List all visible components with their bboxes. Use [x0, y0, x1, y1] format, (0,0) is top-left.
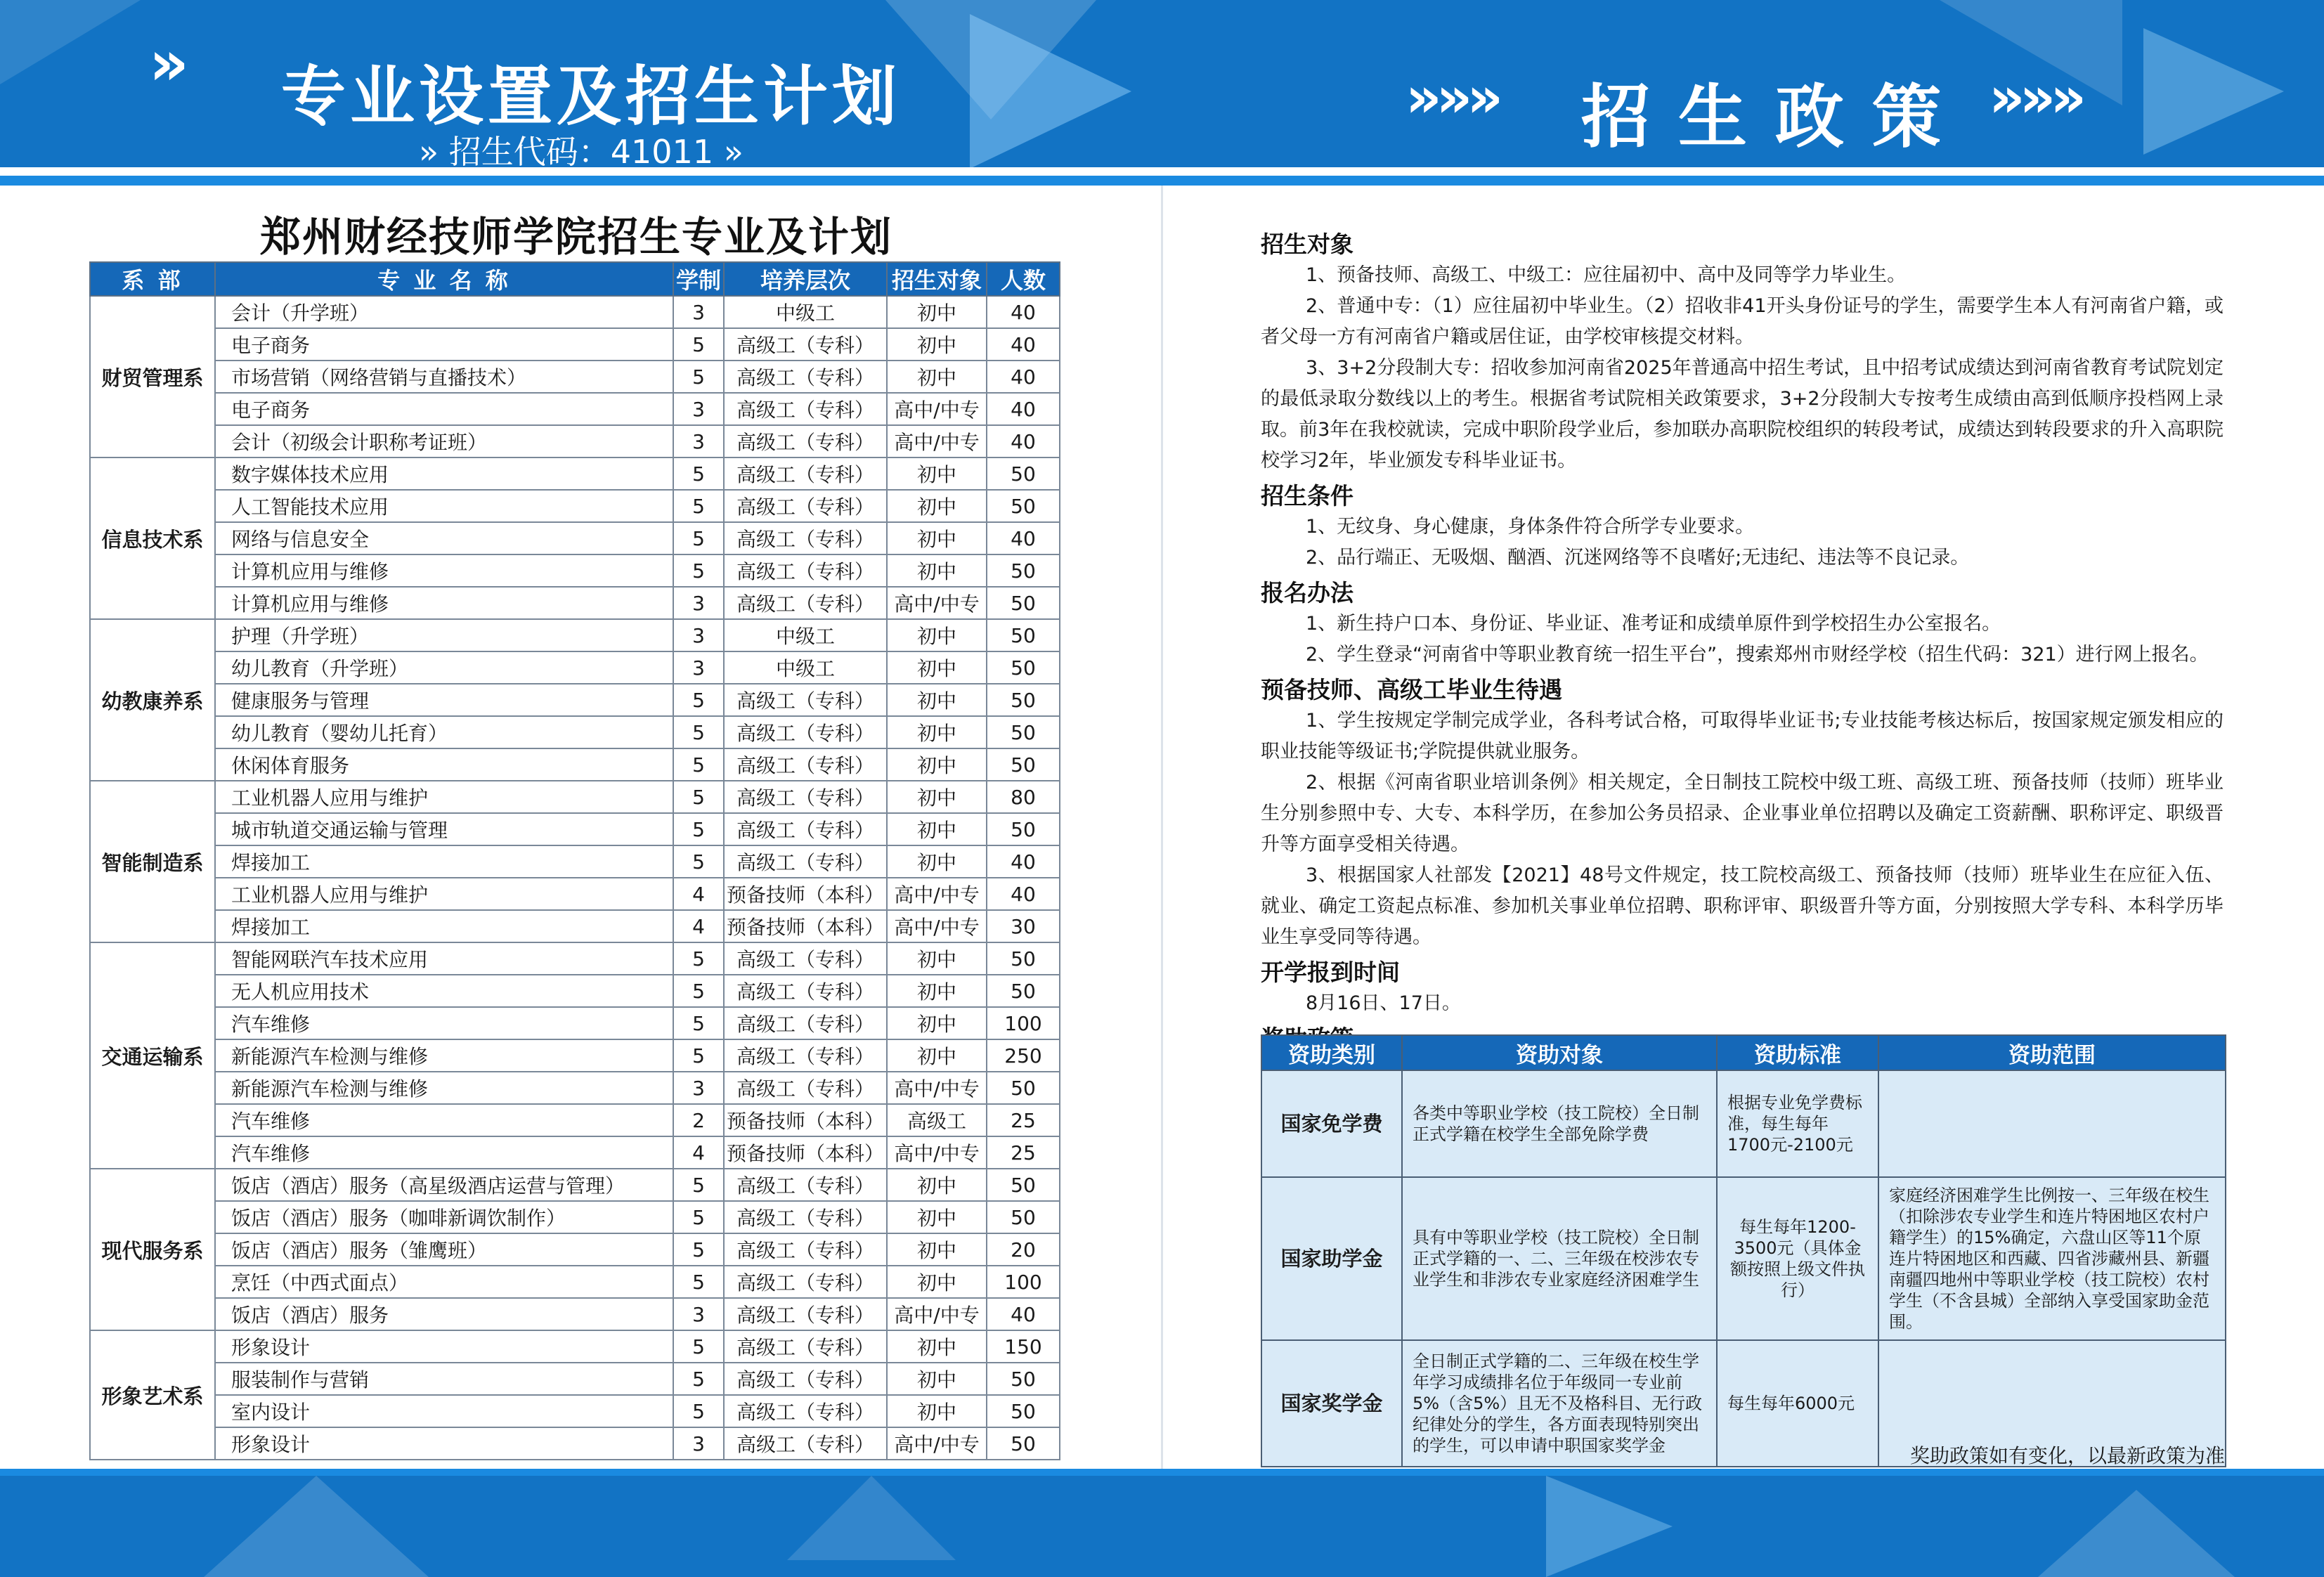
- section-paragraph: 3、根据国家人社部发【2021】48号文件规定，技工院校高级工、预备技师（技师）班毕业生在应征入伍、就业、确定工资起点标准、参加机关事业单位招聘、职称评审、职级晋升等方面，分别按照大学专科、本科学历毕业生享受同等待遇。: [1261, 864, 2224, 948]
- quota: 40: [987, 328, 1060, 361]
- target-students: 高中/中专: [887, 425, 987, 457]
- banner-divider: [0, 176, 2324, 186]
- section-paragraph: 2、品行端正、无吸烟、酗酒、沉迷网络等不良嗜好;无违纪、违法等不良记录。: [1306, 547, 1970, 569]
- table-row: [90, 1233, 1060, 1266]
- duration: 5: [673, 1395, 724, 1427]
- quota: 80: [987, 781, 1060, 813]
- target-students: 高级工: [887, 1104, 987, 1136]
- duration: 3: [673, 296, 724, 328]
- section-paragraph: 3、3+2分段制大专：招收参加河南省2025年普通高中招生考试，且中招考试成绩达到河南省教育考试院划定的最低录取分数线以上的考生。根据省考试院相关政策要求，3+2分段制大专按考生成绩由高到低顺序投档网上录取。前3年在我校就读，完成中职阶段学业后，参加联办高职院校组织的转段考试，成绩达到转段要求的升入高职院校学习2年，毕业颁发专科毕业证书。: [1261, 357, 2224, 472]
- department-cell: 智能制造系: [90, 781, 215, 942]
- bottom-banner: [0, 1476, 2324, 1577]
- table-row: [90, 393, 1060, 425]
- major-name: 汽车维修: [215, 1007, 673, 1039]
- duration: 5: [673, 457, 724, 490]
- section-title: 招生对象: [1261, 231, 1353, 258]
- major-name: 饭店（酒店）服务: [215, 1298, 673, 1330]
- major-name: 烹饪（中西式面点）: [215, 1266, 673, 1298]
- duration: 5: [673, 490, 724, 522]
- table-row: [90, 1266, 1060, 1298]
- training-level: 高级工（专科）: [724, 1266, 887, 1298]
- table-row: [90, 1007, 1060, 1039]
- training-level: 高级工（专科）: [724, 1072, 887, 1104]
- banner-decor-triangle: [0, 0, 141, 84]
- training-level: 高级工（专科）: [724, 748, 887, 781]
- quota: 50: [987, 813, 1060, 845]
- duration: 4: [673, 910, 724, 942]
- duration: 5: [673, 1330, 724, 1363]
- header-cell: 人数: [987, 262, 1060, 296]
- target-students: 高中/中专: [887, 1427, 987, 1460]
- target-students: 初中: [887, 748, 987, 781]
- target-students: 高中/中专: [887, 1136, 987, 1169]
- target-students: 高中/中专: [887, 393, 987, 425]
- department-cell: 财贸管理系: [90, 296, 215, 457]
- quota: 50: [987, 684, 1060, 716]
- aid-standard: 每生每年1200-3500元（具体金额按照上级文件执行）: [1717, 1177, 1878, 1340]
- major-name: 新能源汽车检测与维修: [215, 1072, 673, 1104]
- table-row: [90, 716, 1060, 748]
- table-row: [90, 1039, 1060, 1072]
- duration: 5: [673, 1266, 724, 1298]
- quota: 50: [987, 651, 1060, 684]
- banner-decor-triangle: [1546, 1476, 1673, 1577]
- target-students: 初中: [887, 651, 987, 684]
- training-level: 预备技师（本科）: [724, 1104, 887, 1136]
- target-students: 初中: [887, 975, 987, 1007]
- duration: 5: [673, 1201, 724, 1233]
- training-level: 中级工: [724, 651, 887, 684]
- banner-decor-triangle: [2038, 1490, 2235, 1577]
- table-row: [90, 684, 1060, 716]
- target-students: 初中: [887, 845, 987, 878]
- quota: 25: [987, 1104, 1060, 1136]
- target-students: 初中: [887, 716, 987, 748]
- table-row: [90, 1427, 1060, 1460]
- training-level: 高级工（专科）: [724, 975, 887, 1007]
- table-row: [90, 975, 1060, 1007]
- training-level: 高级工（专科）: [724, 1007, 887, 1039]
- target-students: 高中/中专: [887, 587, 987, 619]
- target-students: 初中: [887, 522, 987, 554]
- major-name: 计算机应用与维修: [215, 587, 673, 619]
- target-students: 初中: [887, 296, 987, 328]
- section-title: 开学报到时间: [1261, 959, 1400, 986]
- training-level: 高级工（专科）: [724, 942, 887, 975]
- chevron-icon: »: [149, 27, 183, 99]
- target-students: 初中: [887, 619, 987, 651]
- table-row: [90, 328, 1060, 361]
- major-name: 人工智能技术应用: [215, 490, 673, 522]
- major-name: 汽车维修: [215, 1104, 673, 1136]
- major-name: 电子商务: [215, 328, 673, 361]
- quota: 50: [987, 457, 1060, 490]
- policy-column: [1261, 225, 2224, 1054]
- table-row: [90, 845, 1060, 878]
- quota: 50: [987, 1427, 1060, 1460]
- table-row: [90, 587, 1060, 619]
- table-row: [90, 425, 1060, 457]
- duration: 5: [673, 1233, 724, 1266]
- training-level: 高级工（专科）: [724, 684, 887, 716]
- duration: 5: [673, 942, 724, 975]
- quota: 50: [987, 1169, 1060, 1201]
- target-students: 高中/中专: [887, 878, 987, 910]
- major-name: 形象设计: [215, 1427, 673, 1460]
- major-name: 智能网联汽车技术应用: [215, 942, 673, 975]
- section-paragraph: 1、预备技师、高级工、中级工：应往届初中、高中及同等学力毕业生。: [1306, 264, 1907, 286]
- major-name: 网络与信息安全: [215, 522, 673, 554]
- table-row: [90, 457, 1060, 490]
- quota: 150: [987, 1330, 1060, 1363]
- table-row: [90, 1363, 1060, 1395]
- major-name: 饭店（酒店）服务（咖啡新调饮制作）: [215, 1201, 673, 1233]
- quota: 40: [987, 425, 1060, 457]
- major-name: 饭店（酒店）服务（高星级酒店运营与管理）: [215, 1169, 673, 1201]
- table-row: [90, 813, 1060, 845]
- training-level: 高级工（专科）: [724, 1169, 887, 1201]
- aid-target: 具有中等职业学校（技工院校）全日制正式学籍的一、二、三年级在校涉农专业学生和非涉农专业家庭经济困难学生: [1402, 1177, 1717, 1340]
- header-cell: 学制: [673, 262, 724, 296]
- table-header-row: [1261, 1035, 2226, 1070]
- major-name: 计算机应用与维修: [215, 554, 673, 587]
- table-row: [90, 296, 1060, 328]
- major-name: 护理（升学班）: [215, 619, 673, 651]
- duration: 4: [673, 878, 724, 910]
- training-level: 高级工（专科）: [724, 1395, 887, 1427]
- duration: 5: [673, 813, 724, 845]
- right-page-title: 招生政策: [1581, 77, 1970, 157]
- major-name: 服装制作与营销: [215, 1363, 673, 1395]
- table-row: [90, 651, 1060, 684]
- target-students: 初中: [887, 1266, 987, 1298]
- quota: 50: [987, 1072, 1060, 1104]
- training-level: 高级工（专科）: [724, 1201, 887, 1233]
- training-level: 预备技师（本科）: [724, 910, 887, 942]
- training-level: 高级工（专科）: [724, 1298, 887, 1330]
- duration: 3: [673, 1298, 724, 1330]
- duration: 5: [673, 1039, 724, 1072]
- duration: 5: [673, 522, 724, 554]
- target-students: 初中: [887, 1007, 987, 1039]
- target-students: 初中: [887, 361, 987, 393]
- target-students: 初中: [887, 457, 987, 490]
- training-level: 中级工: [724, 296, 887, 328]
- target-students: 高中/中专: [887, 1298, 987, 1330]
- table-row: [90, 1298, 1060, 1330]
- table-header-row: [90, 262, 1060, 296]
- training-level: 预备技师（本科）: [724, 1136, 887, 1169]
- quota: 40: [987, 845, 1060, 878]
- training-level: 高级工（专科）: [724, 716, 887, 748]
- duration: 3: [673, 425, 724, 457]
- aid-policy-note: 奖助政策如有变化，以最新政策为准: [1909, 1444, 2225, 1467]
- duration: 5: [673, 1169, 724, 1201]
- major-name: 工业机器人应用与维护: [215, 781, 673, 813]
- table-row: [90, 619, 1060, 651]
- section-paragraph: 2、学生登录“河南省中等职业教育统一招生平台”，搜索郑州市财经学校（招生代码：321）进行网上报名。: [1306, 644, 2209, 666]
- quota: 50: [987, 1201, 1060, 1233]
- target-students: 初中: [887, 1395, 987, 1427]
- section-title: 报名办法: [1261, 579, 1353, 606]
- training-level: 中级工: [724, 619, 887, 651]
- target-students: 初中: [887, 490, 987, 522]
- quota: 25: [987, 1136, 1060, 1169]
- quota: 100: [987, 1266, 1060, 1298]
- duration: 3: [673, 1072, 724, 1104]
- major-name: 幼儿教育（升学班）: [215, 651, 673, 684]
- duration: 2: [673, 1104, 724, 1136]
- quota: 40: [987, 878, 1060, 910]
- target-students: 初中: [887, 1169, 987, 1201]
- table-row: [1261, 1070, 2226, 1177]
- quota: 50: [987, 748, 1060, 781]
- target-students: 初中: [887, 328, 987, 361]
- table-row: [90, 1104, 1060, 1136]
- aid-standard: 每生每年6000元: [1717, 1340, 1878, 1467]
- duration: 5: [673, 361, 724, 393]
- department-cell: 幼教康养系: [90, 619, 215, 781]
- aid-type: 国家免学费: [1261, 1070, 1402, 1177]
- target-students: 高中/中专: [887, 910, 987, 942]
- left-page-title: 专业设置及招生计划: [281, 59, 902, 134]
- major-name: 市场营销（网络营销与直播技术）: [215, 361, 673, 393]
- header-cell: 资助标准: [1717, 1035, 1878, 1070]
- quota: 50: [987, 587, 1060, 619]
- section-title: 招生条件: [1261, 482, 1353, 510]
- major-name: 新能源汽车检测与维修: [215, 1039, 673, 1072]
- major-name: 城市轨道交通运输与管理: [215, 813, 673, 845]
- training-level: 高级工（专科）: [724, 361, 887, 393]
- training-level: 高级工（专科）: [724, 393, 887, 425]
- header-cell: 招生对象: [887, 262, 987, 296]
- major-name: 工业机器人应用与维护: [215, 878, 673, 910]
- section-paragraph: 1、无纹身、身心健康，身体条件符合所学专业要求。: [1306, 516, 1755, 538]
- quota: 50: [987, 554, 1060, 587]
- duration: 3: [673, 619, 724, 651]
- header-cell: 资助类别: [1261, 1035, 1402, 1070]
- chevron-icon: »»»: [1406, 65, 1498, 130]
- major-name: 休闲体育服务: [215, 748, 673, 781]
- training-level: 高级工（专科）: [724, 425, 887, 457]
- quota: 50: [987, 1395, 1060, 1427]
- quota: 50: [987, 1363, 1060, 1395]
- header-cell: 专 业 名 称: [215, 262, 673, 296]
- duration: 5: [673, 554, 724, 587]
- department-cell: 信息技术系: [90, 457, 215, 619]
- plan-table-title: 郑州财经技师学院招生专业及计划: [259, 213, 892, 261]
- section-paragraph: 1、学生按规定学制完成学业，各科考试合格，可取得毕业证书;专业技能考核达标后，按国家规定颁发相应的职业技能等级证书;学院提供就业服务。: [1261, 710, 2224, 762]
- major-name: 饭店（酒店）服务（雏鹰班）: [215, 1233, 673, 1266]
- training-level: 高级工（专科）: [724, 1427, 887, 1460]
- major-name: 汽车维修: [215, 1136, 673, 1169]
- duration: 5: [673, 781, 724, 813]
- training-level: 高级工（专科）: [724, 457, 887, 490]
- quota: 40: [987, 361, 1060, 393]
- aid-scope: [1878, 1070, 2226, 1177]
- duration: 3: [673, 651, 724, 684]
- aid-standard: 根据专业免学费标准，每生每年1700元-2100元: [1717, 1070, 1878, 1177]
- banner-decor-triangle: [970, 14, 1131, 167]
- table-row: [90, 361, 1060, 393]
- plan-table-body: [90, 296, 1060, 1460]
- department-cell: 交通运输系: [90, 942, 215, 1169]
- training-level: 高级工（专科）: [724, 1330, 887, 1363]
- chevron-icon: »»»: [1989, 65, 2082, 130]
- duration: 4: [673, 1136, 724, 1169]
- table-row: [90, 1201, 1060, 1233]
- table-row: [90, 781, 1060, 813]
- financial-aid-table: [1261, 1034, 2226, 1467]
- target-students: 初中: [887, 1233, 987, 1266]
- aid-scope: 家庭经济困难学生比例按一、三年级在校生（扣除涉农专业学生和连片特困地区农村户籍学生）的15%确定，六盘山区等11个原连片特困地区和西藏、四省涉藏州县、新疆南疆四地州中等职业学校（技工院校）农村学生（不含县城）全部纳入享受国家助金范围。: [1878, 1177, 2226, 1340]
- duration: 5: [673, 748, 724, 781]
- table-row: [90, 554, 1060, 587]
- quota: 40: [987, 1298, 1060, 1330]
- aid-target: 全日制正式学籍的二、三年级在校生学年学习成绩排名位于年级同一专业前5%（含5%）且无不及格科目、无行政纪律处分的学生，各方面表现特别突出的学生，可以申请中职国家奖学金: [1402, 1340, 1717, 1467]
- target-students: 初中: [887, 684, 987, 716]
- section-title: 预备技师、高级工毕业生待遇: [1261, 676, 1562, 703]
- quota: 30: [987, 910, 1060, 942]
- major-name: 电子商务: [215, 393, 673, 425]
- section-paragraph: 2、根据《河南省职业培训条例》相关规定，全日制技工院校中级工班、高级工班、预备技师（技师）班毕业生分别参照中专、大专、本科学历，在参加公务员招录、企业事业单位招聘以及确定工资薪酬、职称评定、职级晋升等方面享受相关待遇。: [1261, 772, 2224, 855]
- training-level: 高级工（专科）: [724, 490, 887, 522]
- table-row: [90, 878, 1060, 910]
- target-students: 初中: [887, 1363, 987, 1395]
- duration: 3: [673, 1427, 724, 1460]
- header-cell: 资助范围: [1878, 1035, 2226, 1070]
- quota: 50: [987, 490, 1060, 522]
- banner-decor-triangle: [787, 1476, 956, 1560]
- aid-type: 国家助学金: [1261, 1177, 1402, 1340]
- target-students: 初中: [887, 1201, 987, 1233]
- major-name: 会计（升学班）: [215, 296, 673, 328]
- quota: 50: [987, 942, 1060, 975]
- duration: 3: [673, 587, 724, 619]
- header-cell: 系 部: [90, 262, 215, 296]
- table-row: [90, 748, 1060, 781]
- department-cell: 现代服务系: [90, 1169, 215, 1330]
- training-level: 高级工（专科）: [724, 587, 887, 619]
- banner-decor-triangle: [204, 1476, 429, 1577]
- section-paragraph: 8月16日、17日。: [1306, 992, 1461, 1014]
- major-name: 健康服务与管理: [215, 684, 673, 716]
- target-students: 初中: [887, 554, 987, 587]
- quota: 20: [987, 1233, 1060, 1266]
- duration: 5: [673, 684, 724, 716]
- major-name: 数字媒体技术应用: [215, 457, 673, 490]
- table-row: [90, 490, 1060, 522]
- quota: 40: [987, 522, 1060, 554]
- quota: 100: [987, 1007, 1060, 1039]
- table-row: [90, 1395, 1060, 1427]
- table-row: [1261, 1177, 2226, 1340]
- duration: 5: [673, 716, 724, 748]
- training-level: 高级工（专科）: [724, 781, 887, 813]
- section-paragraph: 2、普通中专：（1）应往届初中毕业生。（2）招收非41开头身份证号的学生，需要学生本人有河南省户籍，或者父母一方有河南省户籍或居住证，由学校审核提交材料。: [1261, 295, 2224, 348]
- header-cell: 培养层次: [724, 262, 887, 296]
- target-students: 初中: [887, 1039, 987, 1072]
- training-level: 高级工（专科）: [724, 1039, 887, 1072]
- banner-divider: [0, 167, 2324, 176]
- duration: 5: [673, 328, 724, 361]
- aid-target: 各类中等职业学校（技工院校）全日制正式学籍在校学生全部免除学费: [1402, 1070, 1717, 1177]
- enrollment-code: » 招生代码：41011 »: [419, 133, 744, 167]
- quota: 50: [987, 716, 1060, 748]
- training-level: 高级工（专科）: [724, 813, 887, 845]
- target-students: 初中: [887, 1330, 987, 1363]
- target-students: 初中: [887, 942, 987, 975]
- quota: 40: [987, 393, 1060, 425]
- aid-type: 国家奖学金: [1261, 1340, 1402, 1467]
- duration: 5: [673, 845, 724, 878]
- top-banner: [0, 0, 2324, 167]
- table-row: [90, 910, 1060, 942]
- quota: 50: [987, 619, 1060, 651]
- banner-decor-triangle: [2143, 28, 2284, 155]
- table-row: [90, 1169, 1060, 1201]
- table-row: [90, 942, 1060, 975]
- table-row: [90, 1330, 1060, 1363]
- target-students: 高中/中专: [887, 1072, 987, 1104]
- header-cell: 资助对象: [1402, 1035, 1717, 1070]
- training-level: 高级工（专科）: [724, 328, 887, 361]
- page-fold-line: [1161, 186, 1163, 1476]
- major-name: 会计（初级会计职称考证班）: [215, 425, 673, 457]
- section-paragraph: 1、新生持户口本、身份证、毕业证、准考证和成绩单原件到学校招生办公室报名。: [1306, 613, 2001, 635]
- training-level: 高级工（专科）: [724, 1363, 887, 1395]
- training-level: 高级工（专科）: [724, 554, 887, 587]
- duration: 5: [673, 1363, 724, 1395]
- major-name: 幼儿教育（婴幼儿托育）: [215, 716, 673, 748]
- major-name: 室内设计: [215, 1395, 673, 1427]
- target-students: 初中: [887, 781, 987, 813]
- training-level: 高级工（专科）: [724, 522, 887, 554]
- department-cell: 形象艺术系: [90, 1330, 215, 1460]
- table-row: [90, 1072, 1060, 1104]
- target-students: 初中: [887, 813, 987, 845]
- training-level: 预备技师（本科）: [724, 878, 887, 910]
- quota: 40: [987, 296, 1060, 328]
- duration: 3: [673, 393, 724, 425]
- duration: 5: [673, 1007, 724, 1039]
- major-name: 形象设计: [215, 1330, 673, 1363]
- major-name: 焊接加工: [215, 845, 673, 878]
- training-level: 高级工（专科）: [724, 1233, 887, 1266]
- quota: 250: [987, 1039, 1060, 1072]
- major-name: 焊接加工: [215, 910, 673, 942]
- duration: 5: [673, 975, 724, 1007]
- table-row: [90, 1136, 1060, 1169]
- training-level: 高级工（专科）: [724, 845, 887, 878]
- quota: 50: [987, 975, 1060, 1007]
- enrollment-plan-table: [89, 261, 1060, 1460]
- table-row: [90, 522, 1060, 554]
- major-name: 无人机应用技术: [215, 975, 673, 1007]
